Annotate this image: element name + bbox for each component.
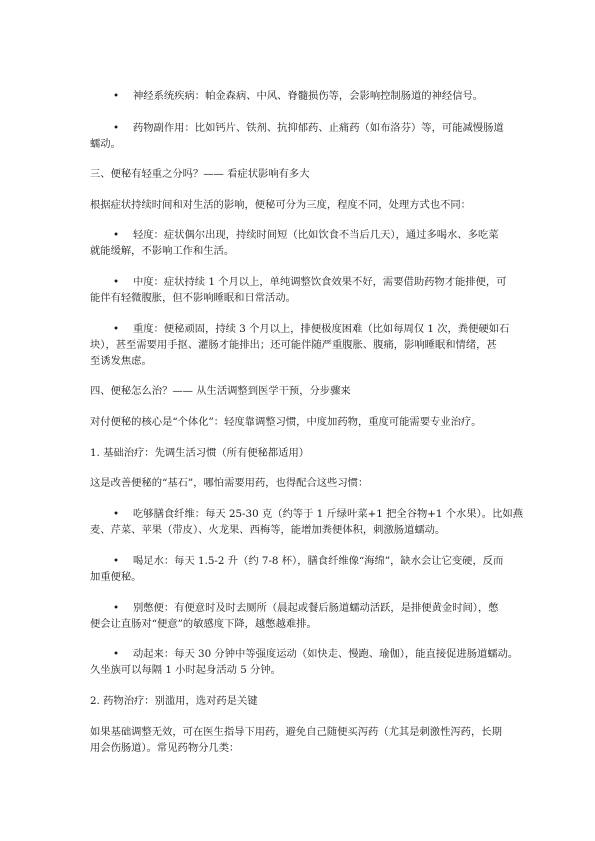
text-line: 药物副作用：比如钙片、铁剂、抗抑郁药、止痛药（如布洛芬）等，可能减慢肠道 [133,122,504,134]
subheading-text: 2. 药物治疗：别滥用，选对药是关键 [90,695,258,707]
text-line: 蠕动。 [90,138,121,150]
text-line: 就能缓解，不影响工作和生活。 [90,245,235,257]
heading-text: 三、便秘有轻重之分吗？—— 看症状影响有多大 [90,168,310,180]
text-line: 动起来：每天 30 分钟中等强度运动（如快走、慢跑、瑜伽），能直接促进肠道蠕动。 [133,648,519,660]
text-line: 麦、芹菜、苹果（带皮）、火龙果、西梅等，能增加粪便体积，刺激肠道蠕动。 [90,524,446,536]
bullet: • [113,508,120,520]
bullet: • [113,555,120,567]
bullet: • [113,90,120,102]
text-line: 用会伤肠道）。常见药物分几类： [90,742,240,754]
text-line: 轻度：症状偶尔出现，持续时间短（比如饮食不当后几天），通过多喝水、多吃菜 [133,229,499,241]
bullet: • [113,323,120,335]
text-line: 根据症状持续时间和对生活的影响，便秘可分为三度，程度不同，处理方式也不同： [90,199,471,211]
text-line: 至诱发焦虑。 [90,355,152,367]
text-line: 重度：便秘顽固，持续 3 个月以上，排便极度困难（比如每周仅 1 次，粪便硬如石 [133,323,510,335]
text-line: 神经系统疾病：帕金森病、中风、脊髓损伤等，会影响控制肠道的神经信号。 [133,90,484,102]
text-line: 加重便秘。 [90,571,142,583]
bullet: • [113,648,120,660]
text-line: 便会让直肠对“便意”的敏感度下降，越憋越难排。 [90,618,317,630]
text-line: 这是改善便秘的“基石”，哪怕需要用药，也得配合这些习惯： [90,477,369,489]
bullet: • [113,276,120,288]
text-line: 对付便秘的核心是“个体化”：轻度靠调整习惯，中度加药物，重度可能需要专业治疗。 [90,416,482,428]
text-line: 能伴有轻微腹胀，但不影响睡眠和日常活动。 [90,292,296,304]
text-line: 如果基础调整无效，可在医生指导下用药，避免自己随便买泻药（尤其是刺激性泻药，长期 [90,726,502,738]
text-line: 块），甚至需要用手抠、灌肠才能排出；还可能伴随严重腹胀、腹痛，影响睡眠和情绪，甚 [90,339,497,351]
bullet: • [113,122,120,134]
bullet: • [113,602,120,614]
text-line: 喝足水：每天 1.5-2 升（约 7-8 杯），膳食纤维像“海绵”，缺水会让它变硬，反而 [133,555,504,567]
text-line: 中度：症状持续 1 个月以上，单纯调整饮食效果不好，需要借助药物才能排便，可 [133,276,507,288]
text-line: 吃够膳食纤维：每天 25-30 克（约等于 1 斤绿叶菜+1 把全谷物+1 个水果）。比如燕 [133,508,523,520]
text-line: 久坐族可以每隔 1 小时起身活动 5 分钟。 [90,664,281,676]
bullet: • [113,229,120,241]
heading-text: 四、便秘怎么治？—— 从生活调整到医学干预，分步骤来 [90,385,351,397]
text-line: 别憋便：有便意时及时去厕所（晨起或餐后肠道蠕动活跃，是排便黄金时间），憋 [133,602,499,614]
subheading-text: 1. 基础治疗：先调生活习惯（所有便秘都适用） [90,447,310,459]
